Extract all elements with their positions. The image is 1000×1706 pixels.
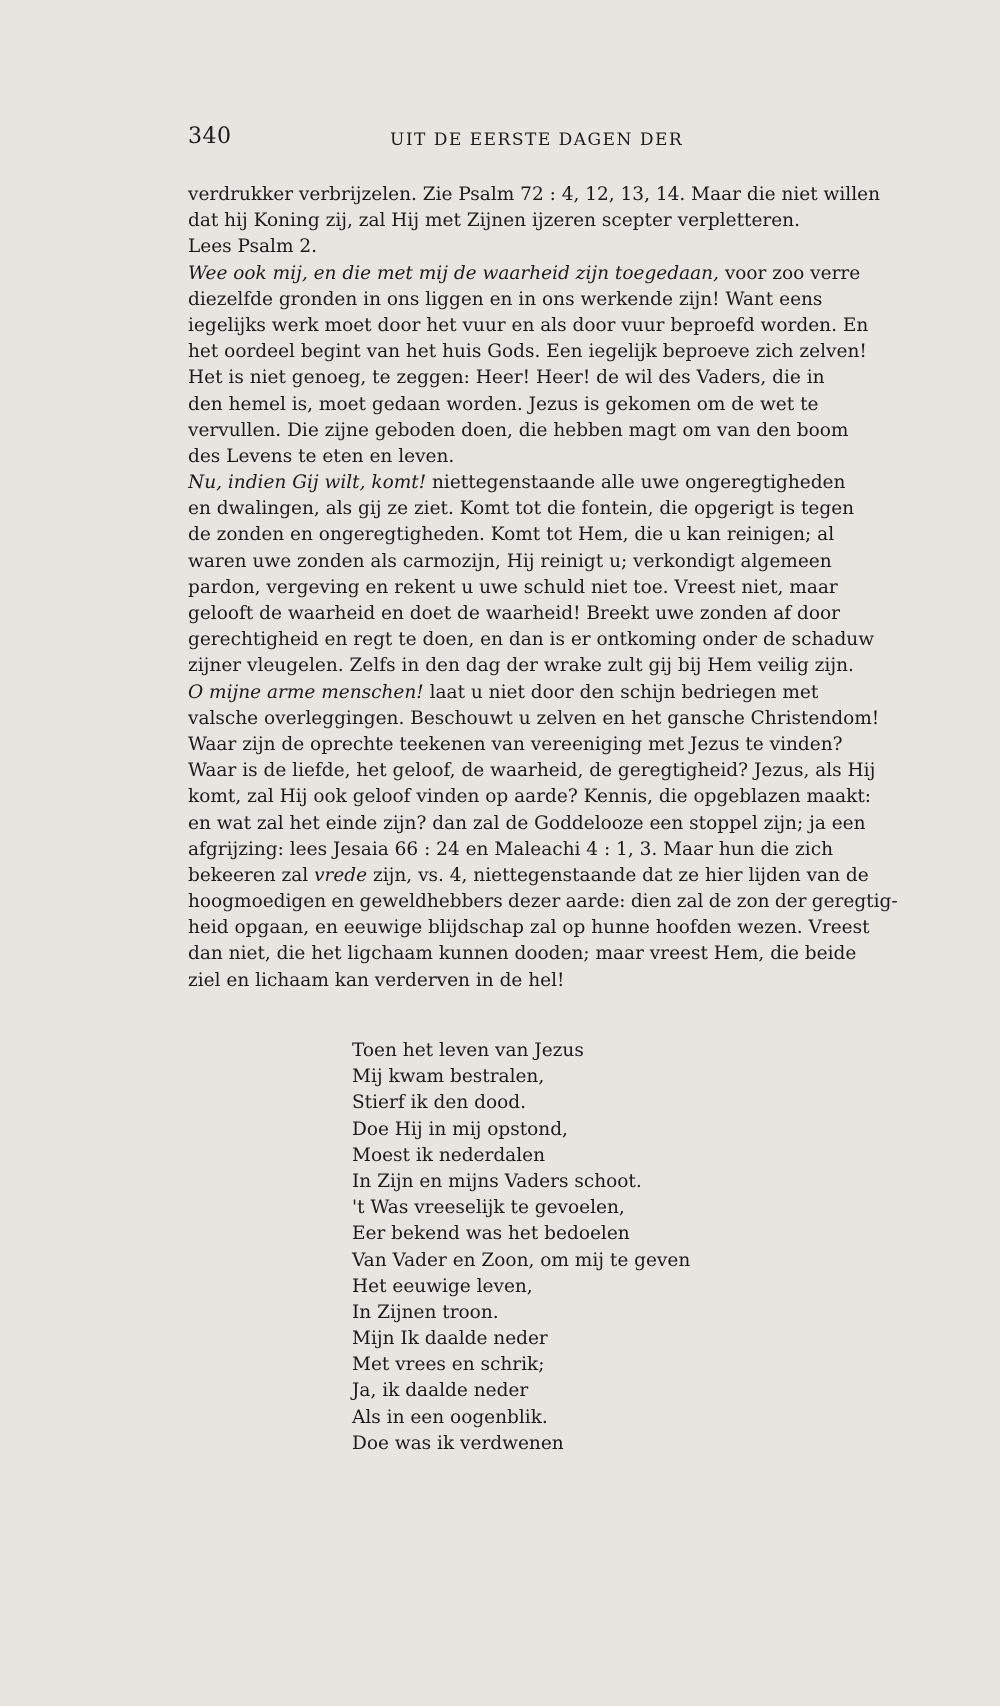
poem-line: Moest ik nederdalen	[352, 1144, 545, 1166]
text-segment: zijner vleugelen. Zelfs in den dag der wrake zult gij bij Hem veilig zijn.	[188, 655, 854, 677]
text-line	[188, 496, 898, 522]
text-line	[188, 863, 898, 889]
text-line	[188, 182, 898, 208]
poem-line: Met vrees en schrik;	[352, 1354, 545, 1376]
text-segment: hoogmoedigen en geweldhebbers dezer aarde: dien zal de zon der geregtig-	[188, 891, 898, 913]
poem-line: Stierf ik den dood.	[352, 1092, 526, 1114]
poem-line: In Zijnen troon.	[352, 1301, 499, 1323]
text-line	[188, 549, 898, 575]
italic-text: O mijne arme menschen!	[188, 681, 424, 703]
text-line	[188, 784, 898, 810]
text-segment: laat u niet door den schijn bedriegen met	[423, 681, 819, 703]
text-line	[188, 941, 898, 967]
poem-line: In Zijn en mijns Vaders schoot.	[352, 1170, 642, 1192]
poem-line: Als in een oogenblik.	[352, 1406, 548, 1428]
text-segment: gelooft de waarheid en doet de waarheid! Breekt uwe zonden af door	[188, 603, 840, 624]
body-text	[188, 182, 898, 994]
text-line	[188, 261, 898, 287]
text-segment: en dwalingen, als gij ze ziet. Komt tot die fontein, die opgerigt is tegen	[188, 498, 855, 520]
poem-line: Toen het leven van Jezus	[352, 1040, 584, 1061]
text-line	[188, 968, 898, 994]
text-segment: voor zoo verre	[718, 262, 861, 284]
poem-line: Mijn Ik daalde neder	[352, 1328, 548, 1350]
poem-line: Ja, ik daalde neder	[352, 1380, 529, 1402]
text-line	[188, 915, 898, 941]
text-segment: zijn, vs. 4, niettegenstaande dat ze hier lijden van de	[367, 864, 869, 886]
text-segment: iegelijks werk moet door het vuur en als door vuur beproefd worden. En	[188, 314, 869, 336]
text-segment: dan niet, die het ligchaam kunnen dooden; maar vreest Hem, die beide	[188, 943, 857, 965]
text-line	[188, 365, 898, 391]
text-line	[188, 732, 898, 758]
text-line	[188, 470, 898, 496]
text-line	[188, 522, 898, 548]
italic-text: Nu, indien Gij wilt, komt!	[188, 472, 427, 494]
poem-line: Eer bekend was het bedoelen	[352, 1223, 630, 1245]
text-line	[188, 208, 898, 234]
poem-line: Van Vader en Zoon, om mij te geven	[352, 1249, 691, 1271]
page-header	[188, 124, 708, 156]
text-segment: de zonden en ongeregtigheden. Komt tot Hem, die u kan reinigen; al	[188, 524, 835, 546]
text-segment: vervullen. Die zijne geboden doen, die hebben magt om van den boom	[188, 419, 849, 441]
text-line	[188, 653, 898, 679]
text-segment: ziel en lichaam kan verderven in de hel!	[188, 969, 565, 991]
text-line	[188, 444, 898, 470]
text-segment: heid opgaan, en eeuwige blijdschap zal op hunne hoofden wezen. Vreest	[188, 917, 870, 939]
poem-line: Doe was ik verdwenen	[352, 1432, 564, 1454]
poem	[352, 1038, 872, 1457]
text-line	[188, 889, 898, 915]
text-line	[188, 575, 898, 601]
text-segment: niettegenstaande alle uwe ongeregtigheden	[426, 472, 846, 494]
text-line	[188, 811, 898, 837]
italic-text: Wee ook mij, en die met mij de waarheid zijn toegedaan,	[188, 262, 719, 284]
running-head: UIT DE EERSTE DAGEN DER	[390, 130, 684, 150]
text-segment: diezelfde gronden in ons liggen en in ons werkende zijn! Want eens	[188, 288, 823, 310]
text-line	[188, 627, 898, 653]
text-line	[188, 287, 898, 313]
text-segment: afgrijzing: lees Jesaia 66 : 24 en Maleachi 4 : 1, 3. Maar hun die zich	[188, 838, 833, 860]
text-segment: het oordeel begint van het huis Gods. Een iegelijk beproeve zich zelven!	[188, 341, 867, 363]
text-line	[188, 234, 898, 260]
text-line	[188, 418, 898, 444]
text-segment: bekeeren zal	[188, 864, 315, 886]
poem-line: Doe Hij in mij opstond,	[352, 1118, 568, 1140]
text-line	[188, 392, 898, 418]
page-number: 340	[188, 124, 232, 149]
text-line	[188, 339, 898, 365]
text-line	[188, 313, 898, 339]
text-line	[188, 680, 898, 706]
text-segment: Lees Psalm 2.	[188, 236, 318, 258]
text-segment: gerechtigheid en regt te doen, en dan is er ontkoming onder de schaduw	[188, 629, 875, 651]
text-segment: pardon, vergeving en rekent u uwe schuld niet toe. Vreest niet, maar	[188, 576, 838, 598]
italic-text: vrede	[314, 864, 368, 886]
text-segment: verdrukker verbrijzelen. Zie Psalm 72 : 4, 12, 13, 14. Maar die niet willen	[188, 184, 880, 205]
text-segment: komt, zal Hij ook geloof vinden op aarde? Kennis, die opgeblazen maakt:	[188, 786, 872, 808]
text-line	[188, 837, 898, 863]
text-segment: dat hij Koning zij, zal Hij met Zijnen ijzeren scepter verpletteren.	[188, 210, 800, 232]
text-segment: valsche overleggingen. Beschouwt u zelven en het gansche Christendom!	[188, 707, 880, 729]
text-segment: en wat zal het einde zijn? dan zal de Goddelooze een stoppel zijn; ja een	[188, 812, 866, 834]
text-segment: waren uwe zonden als carmozijn, Hij reinigt u; verkondigt algemeen	[188, 550, 832, 572]
text-line	[188, 601, 898, 627]
poem-line: 't Was vreeselijk te gevoelen,	[352, 1197, 625, 1219]
text-line	[188, 706, 898, 732]
text-segment: Het is niet genoeg, te zeggen: Heer! Heer! de wil des Vaders, die in	[188, 367, 825, 389]
text-segment: Waar is de liefde, het geloof, de waarheid, de geregtigheid? Jezus, als Hij	[188, 760, 876, 782]
text-line	[188, 758, 898, 784]
text-segment: den hemel is, moet gedaan worden. Jezus is gekomen om de wet te	[188, 393, 819, 415]
poem-line: Mij kwam bestralen,	[352, 1066, 545, 1088]
text-segment: des Levens te eten en leven.	[188, 445, 455, 467]
text-segment: Waar zijn de oprechte teekenen van vereeniging met Jezus te vinden?	[188, 733, 843, 755]
poem-line: Het eeuwige leven,	[352, 1275, 533, 1297]
